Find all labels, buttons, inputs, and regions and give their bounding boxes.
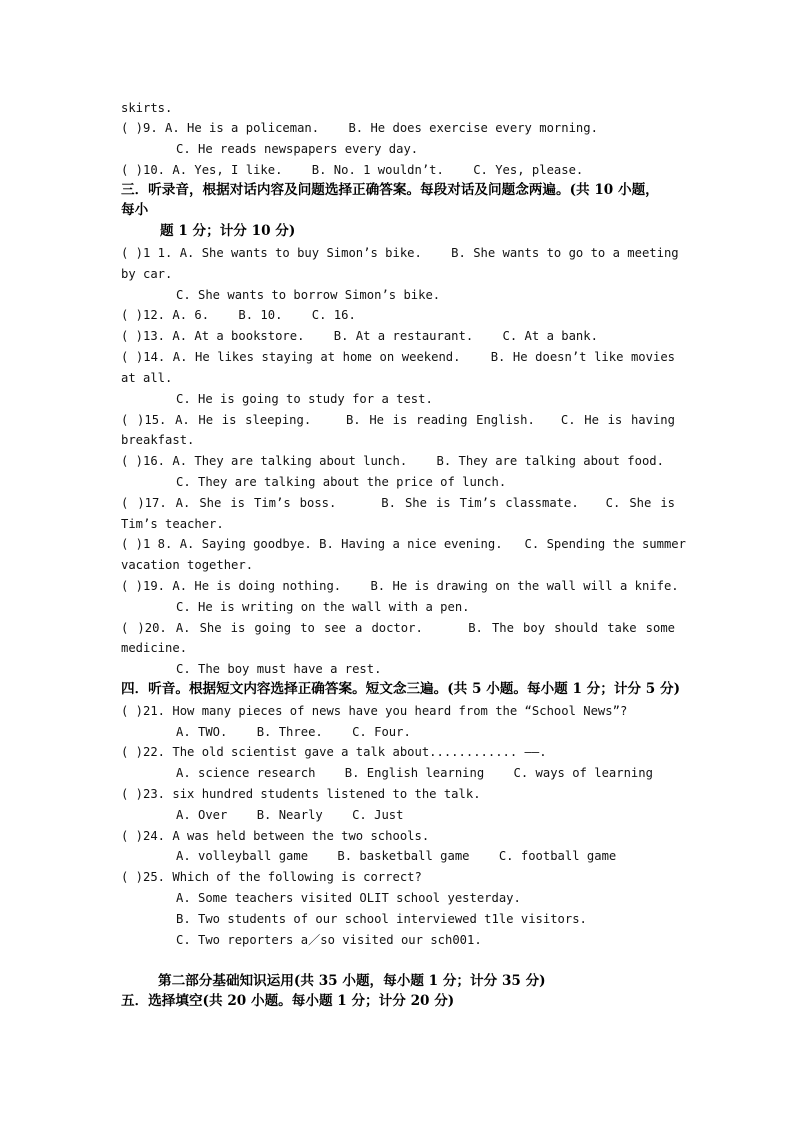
question-17-cont: Tim’s teacher. (121, 517, 224, 531)
question-20: ( )20. A. She is going to see a doctor. B. The boy should take some (121, 621, 675, 635)
question-20-cont: medicine. (121, 641, 188, 655)
question-11: ( )1 1. A. She wants to buy Simon’s bike. B. She wants to go to a meeting (121, 246, 679, 260)
question-12: ( )12. A. 6. B. 10. C. 16. (121, 308, 356, 322)
question-16: ( )16. A. They are talking about lunch. B. They are talking about food. (121, 454, 664, 468)
question-24-options: A. volleyball game B. basketball game C. football game (176, 849, 617, 863)
question-18: ( )1 8. A. Saying goodbye. B. Having a nice evening. C. Spending the summer (121, 537, 686, 551)
question-9: ( )9. A. He is a policeman. B. He does exercise every morning. (121, 121, 598, 135)
section-5-heading: 五．选择填空(共 20 小题。每小题 1 分；计分 20 分) (121, 993, 455, 1009)
question-20-option-c: C. The boy must have a rest. (176, 662, 382, 676)
question-10: ( )10. A. Yes, I like. B. No. 1 wouldn’t. C. Yes, please. (121, 163, 584, 177)
question-14-option-c: C. He is going to study for a test. (176, 392, 433, 406)
question-17: ( )17. A. She is Tim’s boss. B. She is Tim’s classmate. C. She is (121, 496, 675, 510)
question-11-option-c: C. She wants to borrow Simon’s bike. (176, 288, 441, 302)
question-25: ( )25. Which of the following is correct? (121, 870, 422, 884)
question-19: ( )19. A. He is doing nothing. B. He is drawing on the wall will a knife. (121, 579, 679, 593)
question-25-option-b: B. Two students of our school interviewed t1le visitors. (176, 912, 587, 926)
question-16-option-c: C. They are talking about the price of lunch. (176, 475, 507, 489)
question-21: ( )21. How many pieces of news have you heard from the “School News”? (121, 704, 628, 718)
part-2-heading: 第二部分基础知识运用(共 35 小题，每小题 1 分；计分 35 分) (158, 973, 546, 989)
question-19-option-c: C. He is writing on the wall with a pen. (176, 600, 470, 614)
question-15-cont: breakfast. (121, 433, 195, 447)
question-13: ( )13. A. At a bookstore. B. At a restaurant. C. At a bank. (121, 329, 598, 343)
section-3-scoring: 题 1 分；计分 10 分) (160, 223, 296, 239)
text-line: skirts. (121, 101, 173, 115)
question-14-cont: at all. (121, 371, 173, 385)
question-21-options: A. TWO. B. Three. C. Four. (176, 725, 411, 739)
section-3-heading: 三．听录音，根据对话内容及问题选择正确答案。每段对话及问题念两遍。(共 10 小题， (121, 182, 659, 198)
question-25-option-c: C. Two reporters a／so visited our sch001. (176, 933, 482, 947)
question-22: ( )22. The old scientist gave a talk about............ ——. (121, 745, 547, 759)
section-3-heading-cont: 每小 (121, 202, 149, 218)
question-25-option-a: A. Some teachers visited OLIT school yesterday. (176, 891, 521, 905)
question-14: ( )14. A. He likes staying at home on weekend. B. He doesn’t like movies (121, 350, 675, 364)
question-15: ( )15. A. He is sleeping. B. He is reading English. C. He is having (121, 413, 675, 427)
question-24: ( )24. A was held between the two schools. (121, 829, 430, 843)
question-23-options: A. Over B. Nearly C. Just (176, 808, 404, 822)
question-18-cont: vacation together. (121, 558, 254, 572)
question-22-options: A. science research B. English learning C. ways of learning (176, 766, 653, 780)
section-4-heading: 四．听音。根据短文内容选择正确答案。短文念三遍。(共 5 小题。每小题 1 分；计分 5 分) (121, 681, 681, 697)
question-9-option-c: C. He reads newspapers every day. (176, 142, 419, 156)
question-11-cont: by car. (121, 267, 173, 281)
question-23: ( )23. six hundred students listened to the talk. (121, 787, 481, 801)
